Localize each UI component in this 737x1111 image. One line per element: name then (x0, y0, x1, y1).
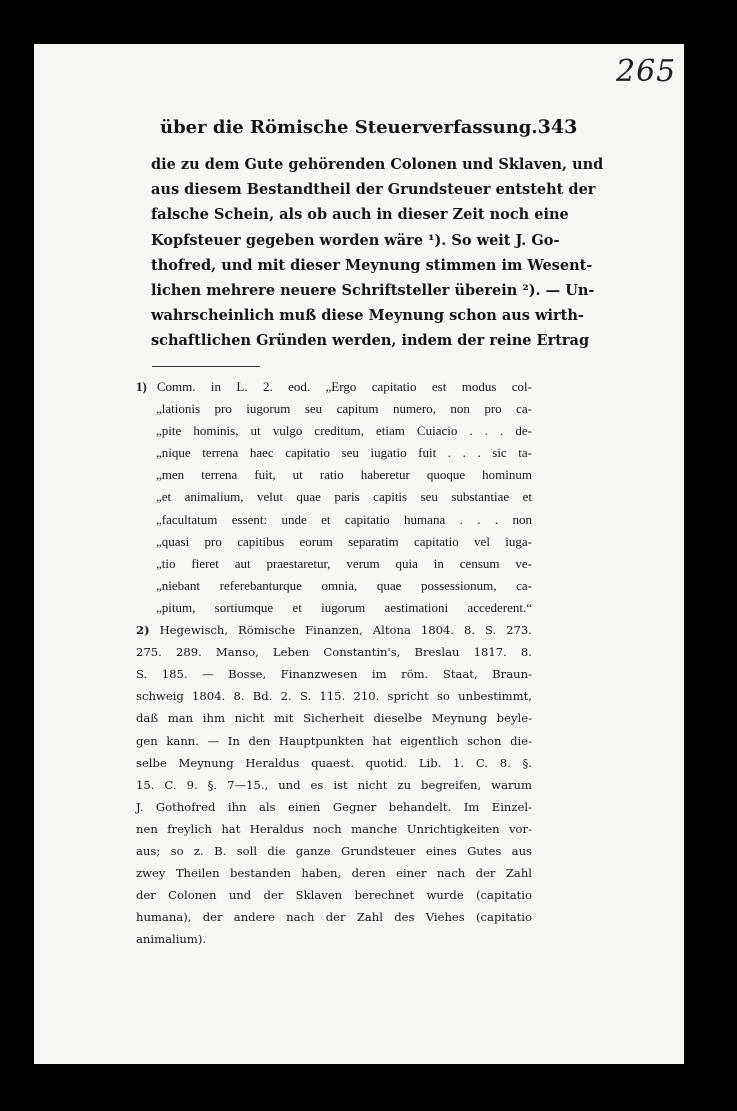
footnote-1-line: „lationis pro iugorum seu capitum numero, non pro ca- (156, 401, 532, 417)
footnote-2-line: 15. C. 9. §. 7—15., und es ist nicht zu begreifen, warum (136, 777, 532, 792)
footnote-2-line: humana), der andere nach der Zahl des Viehes (capitatio (136, 910, 532, 925)
text-line: Kopfsteuer gegeben worden wäre ¹). So weit J. Go- (151, 231, 560, 249)
text-line: thofred, und mit dieser Meynung stimmen im Wesent- (151, 256, 593, 274)
footnote-2-line: selbe Meynung Heraldus quaest. quotid. Lib. 1. C. 8. §. (136, 755, 532, 770)
footnote-2-line: nen freylich hat Heraldus noch manche Unrichtigkeiten vor- (136, 821, 532, 836)
footnote-2-text: Hegewisch, Römische Finanzen, Altona 1804. 8. S. 273. (159, 623, 532, 638)
footnote-1-line: „quasi pro capitibus eorum separatim capitatio vel iuga- (156, 533, 532, 549)
footnote-1-line: „facultatum essent: unde et capitatio humana . . . non (156, 511, 532, 527)
footnote-1-marker: 1) (136, 379, 147, 394)
text-line: lichen mehrere neuere Schriftsteller überein ²). — Un- (151, 281, 595, 299)
footnote-2-line: daß man ihm nicht mit Sicherheit dieselbe Meynung beyle- (136, 711, 532, 726)
footnote-2-line: gen kann. — In den Hauptpunkten hat eigentlich schon die- (136, 733, 532, 748)
footnote-2-line (136, 619, 532, 641)
footnote-2-line: der Colonen und der Sklaven berechnet wurde (capitatio (136, 888, 532, 903)
running-title: über die Römische Steuerverfassung. (160, 117, 538, 138)
footnote-2-line: S. 185. — Bosse, Finanzwesen im röm. Staat, Braun- (136, 667, 532, 682)
footnote-1-line: „niebant referebanturque omnia, quae possessionum, ca- (156, 577, 532, 593)
main-text (151, 152, 604, 354)
text-line: die zu dem Gute gehörenden Colonen und Sklaven, und (151, 156, 604, 173)
text-line: wahrscheinlich muß diese Meynung schon aus wirth- (151, 307, 584, 325)
handwritten-page-number: 265 (616, 54, 677, 89)
footnote-1-line: „nique terrena haec capitatio seu iugatio fuit . . . sic ta- (156, 445, 532, 461)
footnote-2-line: schweig 1804. 8. Bd. 2. S. 115. 210. spricht so unbestimmt, (136, 689, 532, 704)
footnote-2-line: zwey Theilen bestanden haben, deren einer nach der Zahl (136, 866, 532, 881)
footnote-2-line: animalium). (136, 932, 207, 947)
footnote-1-line: „men terrena fuit, ut ratio haberetur quoque hominum (156, 467, 532, 483)
text-line: schaftlichen Gründen werden, indem der reine Ertrag (151, 332, 590, 350)
footnote-2-marker: 2) (136, 623, 150, 638)
running-header (160, 116, 578, 138)
footnote-2-line: J. Gothofred ihn als einen Gegner behandelt. Im Einzel- (136, 799, 532, 814)
footnote-1-text: Comm. in L. 2. eod. „Ergo capitatio est modus col- (156, 379, 532, 394)
text-line: falsche Schein, als ob auch in dieser Zeit noch eine (151, 206, 569, 224)
footnote-2-line: aus; so z. B. soll die ganze Grundsteuer eines Gutes aus (136, 843, 532, 858)
footnote-1-line: „tio fieret aut praestaretur, verum quia in censum ve- (156, 555, 532, 571)
page-number: 343 (537, 116, 578, 138)
text-line: aus diesem Bestandtheil der Grundsteuer entsteht der (151, 181, 596, 199)
footnote-2-line: 275. 289. Manso, Leben Constantin's, Breslau 1817. 8. (136, 645, 532, 660)
footnote-1-line: „pite hominis, ut vulgo creditum, etiam Cuiacio . . . de- (156, 423, 532, 439)
footnote-1-line: „et animalium, velut quae paris capitis seu substantiae et (156, 489, 532, 505)
document-page (34, 44, 684, 1064)
footnote-1-line: „pitum, sortiumque et iugorum aestimationi accederent.“ (156, 599, 532, 615)
footnotes (136, 376, 532, 950)
footnote-divider (152, 366, 260, 367)
footnote-1-line (136, 376, 532, 398)
